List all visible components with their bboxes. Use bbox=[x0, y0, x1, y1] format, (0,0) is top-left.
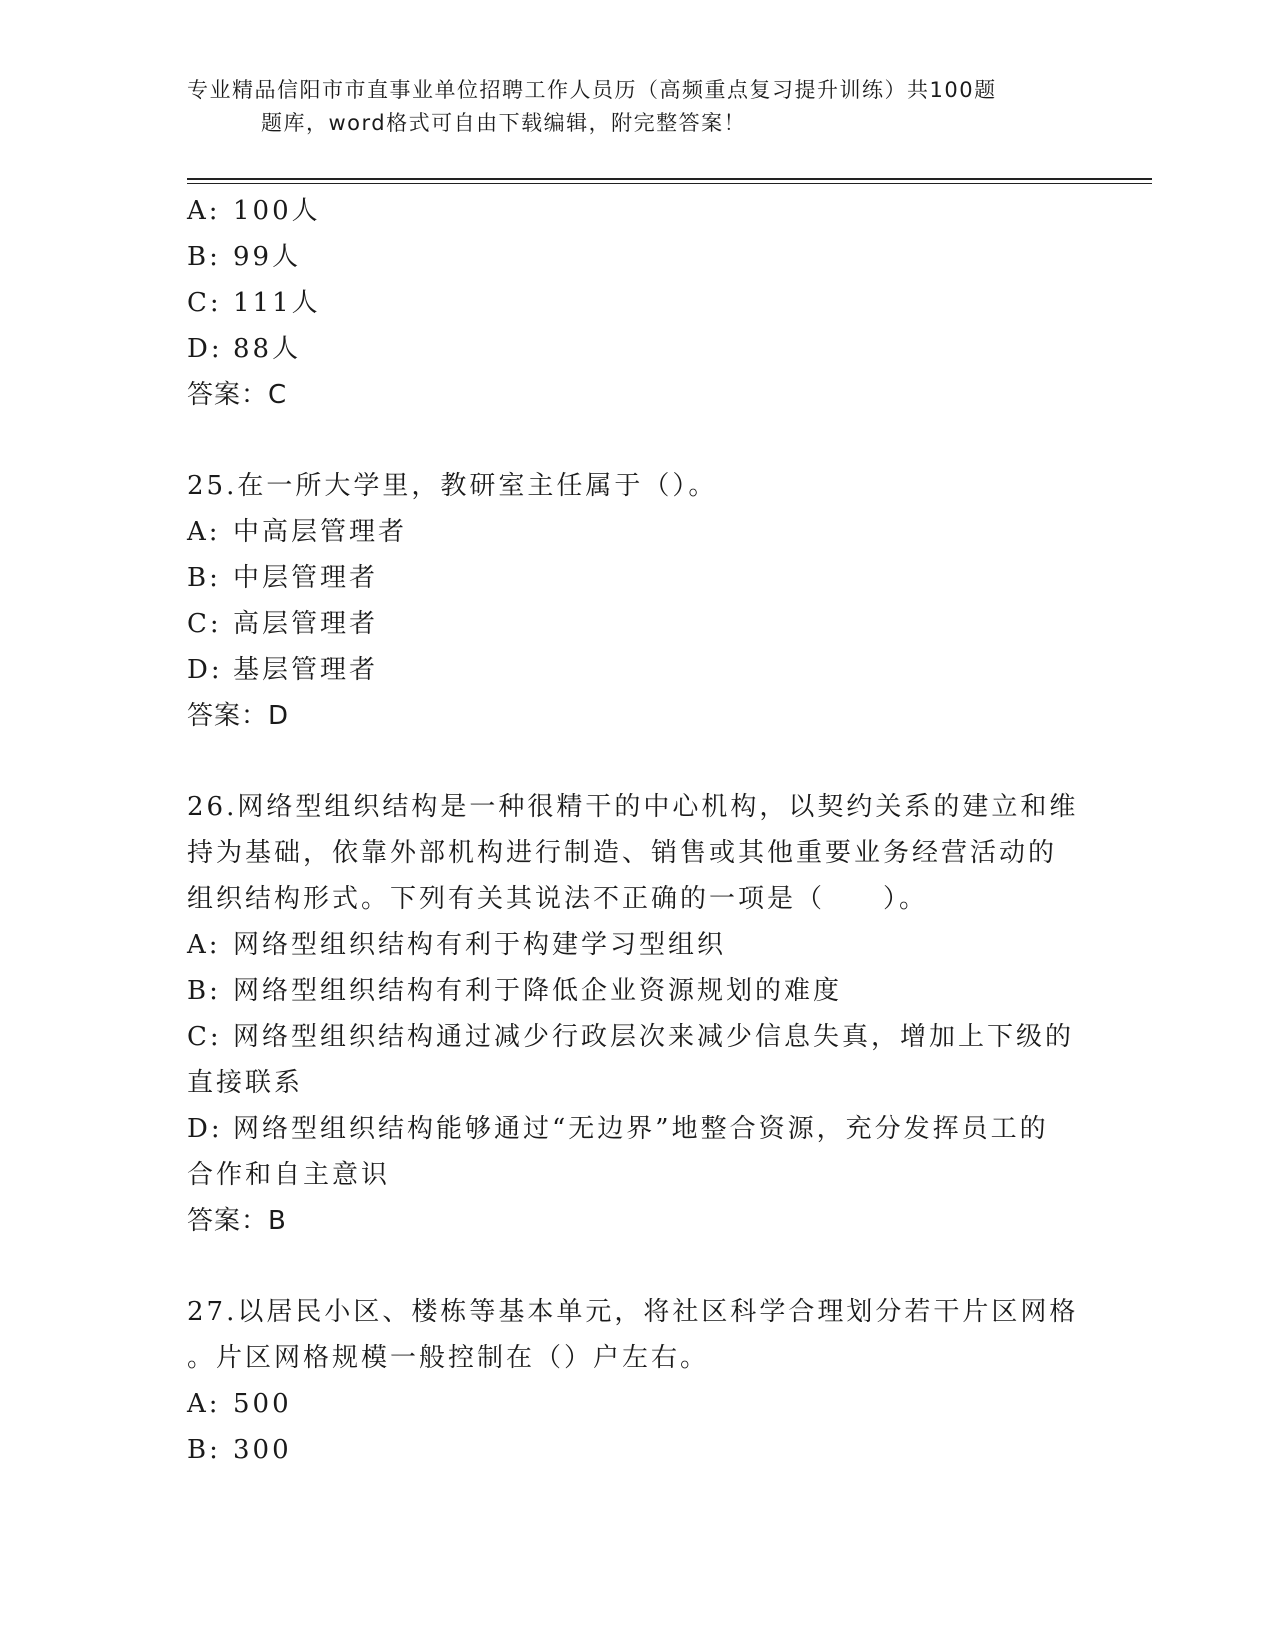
option-a: A: 100人 bbox=[187, 196, 321, 226]
question-24-options bbox=[187, 188, 1087, 418]
option-b: B: 99人 bbox=[187, 242, 302, 272]
option-a: A: 500 bbox=[187, 1389, 292, 1419]
option-d: D: 88人 bbox=[187, 334, 302, 364]
answer-line: 答案：C bbox=[187, 380, 288, 410]
question-stem-line: 组织结构形式。下列有关其说法不正确的一项是（ ）。 bbox=[187, 884, 929, 914]
question-26 bbox=[187, 784, 1087, 1244]
option-b: B: 中层管理者 bbox=[187, 563, 379, 593]
document-header bbox=[187, 74, 1087, 140]
question-stem: 25.在一所大学里，教研室主任属于（）。 bbox=[187, 471, 718, 501]
option-d: D: 基层管理者 bbox=[187, 655, 379, 685]
header-divider-thick bbox=[187, 178, 1152, 180]
header-divider-thin bbox=[187, 183, 1152, 184]
option-d-continuation: 合作和自主意识 bbox=[187, 1160, 391, 1190]
header-title-line-2: 题库，word格式可自由下载编辑，附完整答案！ bbox=[261, 111, 747, 135]
option-b: B: 300 bbox=[187, 1435, 292, 1465]
option-a: A: 中高层管理者 bbox=[187, 517, 408, 547]
option-b: B: 网络型组织结构有利于降低企业资源规划的难度 bbox=[187, 976, 843, 1006]
option-c: C: 高层管理者 bbox=[187, 609, 379, 639]
question-stem-line: 。片区网格规模一般控制在（）户左右。 bbox=[187, 1343, 710, 1373]
option-d: D: 网络型组织结构能够通过“无边界”地整合资源，充分发挥员工的 bbox=[187, 1114, 1049, 1144]
question-stem-line: 持为基础，依靠外部机构进行制造、销售或其他重要业务经营活动的 bbox=[187, 838, 1058, 868]
option-c: C: 111人 bbox=[187, 288, 321, 318]
question-stem-line: 27.以居民小区、楼栋等基本单元，将社区科学合理划分若干片区网格 bbox=[187, 1297, 1079, 1327]
question-25 bbox=[187, 463, 1087, 739]
option-c-continuation: 直接联系 bbox=[187, 1068, 304, 1098]
header-title-line-1: 专业精品信阳市市直事业单位招聘工作人员历（高频重点复习提升训练）共100题 bbox=[187, 78, 997, 102]
question-stem-line: 26.网络型组织结构是一种很精干的中心机构，以契约关系的建立和维 bbox=[187, 792, 1079, 822]
option-c: C: 网络型组织结构通过减少行政层次来减少信息失真，增加上下级的 bbox=[187, 1022, 1075, 1052]
answer-line: 答案：B bbox=[187, 1206, 287, 1236]
answer-line: 答案：D bbox=[187, 701, 290, 731]
question-list bbox=[187, 188, 1087, 1473]
question-27 bbox=[187, 1289, 1087, 1473]
option-a: A: 网络型组织结构有利于构建学习型组织 bbox=[187, 930, 727, 960]
